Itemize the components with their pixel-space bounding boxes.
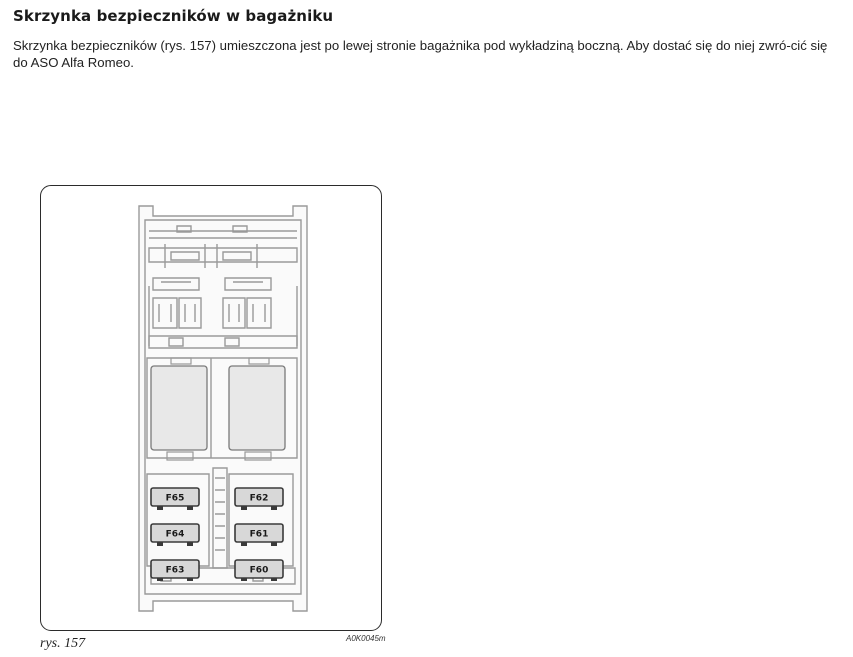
fuse-f63-label: F63: [165, 565, 185, 576]
figure-code: A0K0045m: [346, 634, 386, 643]
fuse-f61-label: F61: [249, 529, 269, 540]
fuse-f64-label: F64: [165, 529, 185, 540]
fuse-box-figure: [40, 185, 382, 631]
figure-caption: rys. 157: [40, 636, 86, 651]
section-heading: Skrzynka bezpieczników w bagażniku: [13, 7, 334, 25]
fuse-f60-label: F60: [249, 565, 269, 576]
fuse-f62-label: F62: [249, 493, 269, 504]
fuse-box-illustration: [41, 186, 382, 631]
description-paragraph: Skrzynka bezpieczników (rys. 157) umieszczona jest po lewej stronie bagażnika pod wykładziną boczną. Aby dostać się do niej zwró-cić się do ASO Alfa Romeo.: [13, 38, 828, 70]
fuse-f65-label: F65: [165, 493, 185, 504]
